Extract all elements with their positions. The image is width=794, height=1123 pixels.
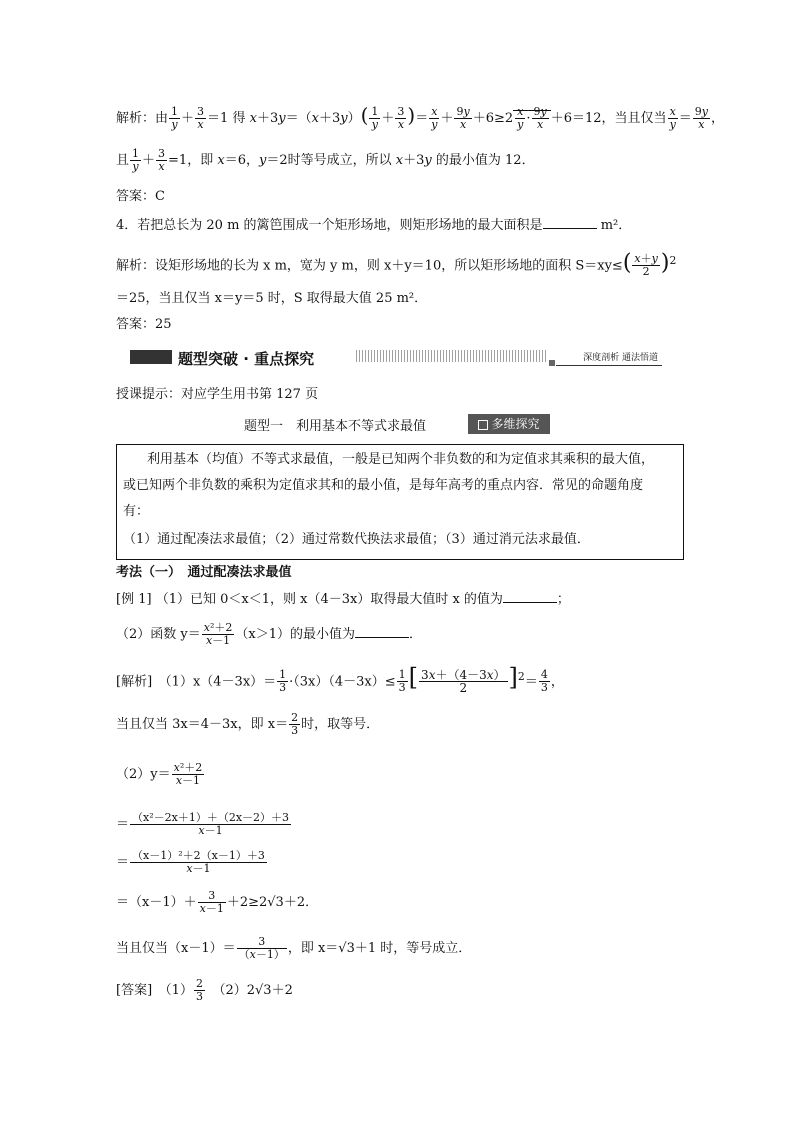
solution-part-1: [解析] （1）x（4－3x）＝ $\frac{1}{3}$ ·（3x）（4－3x）≤ $\frac{1}{3}$ [ $\frac{3x+(4-3x)}{2}$ ]$^2$＝ $\frac{4}{3}$ ， bbox=[116, 663, 564, 696]
multi-explore-tag: 多维探究 bbox=[468, 414, 550, 434]
solution-part-1-equality: 当且仅当 3x＝4－3x，即 x＝ $\frac{2}{3}$ 时，取等号． bbox=[116, 711, 380, 737]
question-4: 4．若把总长为 20 m 的篱笆围成一个矩形场地，则矩形场地的最大面积是 m²． bbox=[116, 218, 632, 233]
solution-part-2-step-1: ＝ $\frac{\text{（x²－2x＋1）＋（2x－2）＋3}}{x-1}$ bbox=[116, 811, 290, 837]
solution-part-2-equality: 当且仅当（x－1）＝ $\frac{3}{(x-1)}$ ，即 x＝√3＋1 时，等号成立． bbox=[116, 935, 472, 961]
intro-box: 利用基本（均值）不等式求最值，一般是已知两个非负数的和为定值求其乘积的最大值， 或已知两个非负数的乘积为定值求其和的最小值，是每年高考的重点内容．常见的命题角度 有： （1）通过配凑法求最值；（2）通过常数代换法求最值；（3）通过消元法求最值． bbox=[116, 444, 684, 560]
example-1-q1: [例 1] （1）已知 0＜x＜1，则 x（4－3x）取得最大值时 x 的值为 ； bbox=[116, 592, 570, 607]
example-1-answer: [答案] （1） $\frac{2}{3}$ （2）2√3＋2 bbox=[116, 977, 293, 1003]
question-4-solution-1: 解析：设矩形场地的长为 x m，宽为 y m，则 x＋y＝10，所以矩形场地的面积 S＝xy≤( $\frac{x+y}{2}$ )$^2$ bbox=[116, 250, 677, 279]
solution-part-2-start: （2）y＝ $\frac{\text{x²＋2}}{x-1}$ bbox=[116, 761, 203, 787]
type-1-title: 题型一 利用基本不等式求最值 bbox=[244, 419, 427, 434]
grid-icon bbox=[478, 420, 488, 430]
example-1-q2: （2）函数 y＝ $\frac{\text{x²＋2}}{x-1}$ （x＞1）的最小值为 ． bbox=[116, 621, 423, 647]
method-1-title: 考法（一） 通过配凑法求最值 bbox=[116, 565, 292, 580]
question-4-solution-2: ＝25，当且仅当 x＝y＝5 时，S 取得最大值 25 m²． bbox=[116, 291, 428, 306]
teaching-hint: 授课提示：对应学生用书第 127 页 bbox=[116, 387, 319, 402]
section-dots bbox=[356, 350, 546, 362]
section-rule bbox=[556, 365, 662, 366]
solution-line-1: 解析：由 $\frac{1}{y}$ ＋ $\frac{3}{x}$ ＝1 得 x＋3y＝（x＋3y）( $\frac{1}{y}$ ＋ $\frac{3}{x}$ )＝ $\frac{x}{y}$ ＋ $\frac{9y}{x}$ ＋6≥2 $\frac{x}{y}$ · $\frac{9y}{x}$ ＋6＝12，当且仅当 $\frac{x}{y}$ ＝ $\frac{9y}{x}$ ， bbox=[116, 103, 725, 131]
solution-line-2: 且 $\frac{1}{y}$ ＋ $\frac{3}{x}$ =1，即 x＝6，y＝2时等号成立，所以 x＋3y 的最小值为 12． bbox=[116, 147, 535, 173]
answer-25: 答案：25 bbox=[116, 317, 172, 332]
blank-q1[interactable] bbox=[503, 590, 557, 603]
section-header bbox=[116, 346, 676, 368]
section-square bbox=[549, 360, 555, 366]
section-subtitle: 深度剖析 通法悟道 bbox=[583, 353, 658, 363]
answer-c: 答案：C bbox=[116, 189, 165, 204]
section-bar-block bbox=[130, 350, 172, 364]
solution-part-2-step-3: ＝（x－1）＋ $\frac{3}{x-1}$ ＋2≥2√3＋2． bbox=[116, 889, 319, 915]
solution-part-2-step-2: ＝ $\frac{\text{（x－1）²＋2（x－1）＋3}}{x-1}$ bbox=[116, 849, 265, 875]
blank-q2[interactable] bbox=[355, 625, 409, 638]
section-title: 题型突破 · 重点探究 bbox=[178, 350, 315, 368]
answer-blank[interactable] bbox=[543, 216, 597, 229]
